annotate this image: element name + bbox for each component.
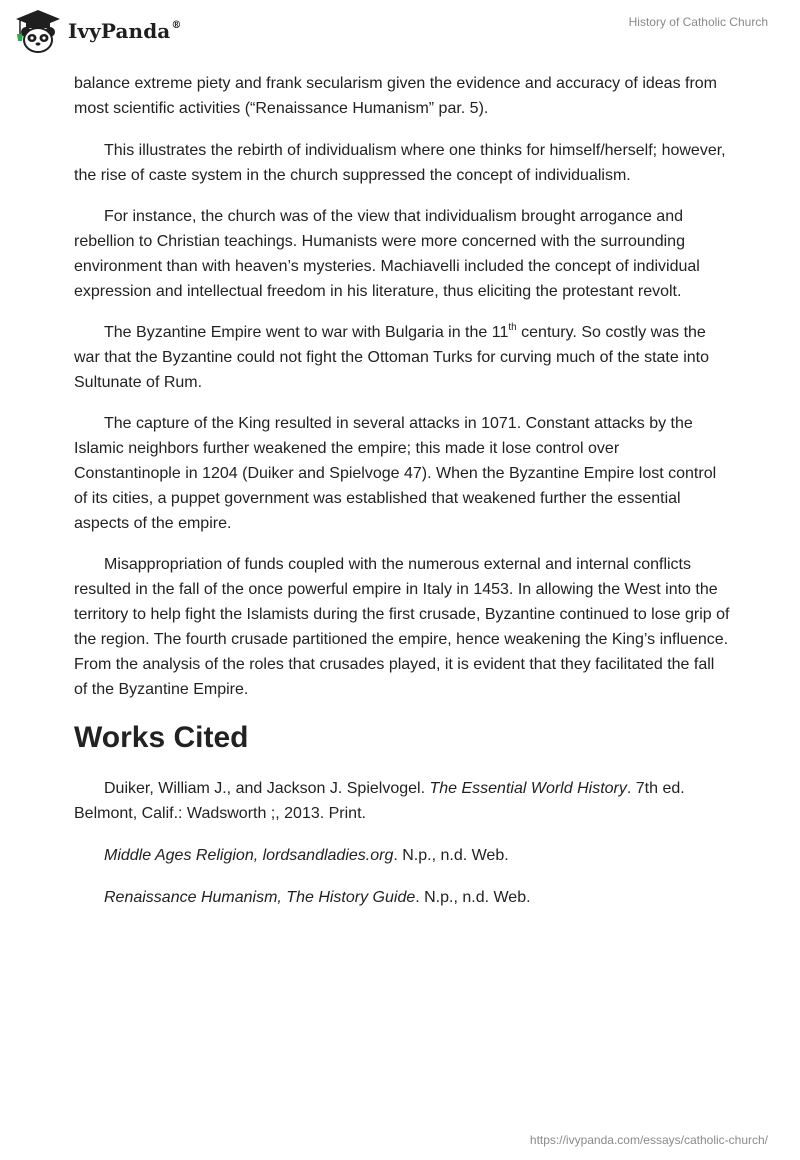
registered-mark: ® — [171, 20, 182, 31]
citation-middle-ages-details: . N.p., n.d. Web. — [393, 847, 509, 864]
works-cited-heading: Works Cited — [74, 721, 249, 754]
essay-content — [74, 71, 730, 927]
source-url[interactable]: https://ivypanda.com/essays/catholic-church/ — [529, 1133, 768, 1147]
panda-mascot-icon — [14, 8, 62, 54]
logo-text: IvyPanda — [68, 19, 171, 43]
citation-renaissance-details: . N.p., n.d. Web. — [415, 889, 531, 906]
citation-duiker — [74, 776, 730, 826]
paragraph-bulgaria-war — [74, 320, 730, 395]
paragraph-continuation: balance extreme piety and frank secularism given the evidence and accuracy of ideas from most scientific activities (“Renaissance Humanism” par. 5). — [74, 75, 718, 117]
citation-renaissance-title: Renaissance Humanism, The History Guide — [104, 889, 416, 906]
ivypanda-logo[interactable] — [14, 8, 181, 54]
paragraph-bulgaria-text-a: The Byzantine Empire went to war with Bulgaria in the 11 — [104, 324, 509, 341]
ordinal-superscript: th — [508, 322, 517, 333]
citation-duiker-title: The Essential World History — [429, 780, 627, 797]
paragraph-church-view: For instance, the church was of the view that individualism brought arrogance and rebellion to Christian teachings. Humanists were more concerned with the surrounding environment than with heaven’s mysteries. Machiavelli included the concept of individual expression and intellectual freedom in his literature, thus eliciting the protestant revolt. — [74, 208, 700, 300]
paragraph-capture-king: The capture of the King resulted in several attacks in 1071. Constant attacks by the Islamic neighbors further weakened the empire; this made it lose control over Constantinople in 1204 (Duiker and Spielvoge 47). When the Byzantine Empire lost control of its cities, a puppet government was established that weakened further the essential aspects of the empire. — [74, 415, 717, 532]
paragraph-misappropriation: Misappropriation of funds coupled with the numerous external and internal conflicts resulted in the fall of the once powerful empire in Italy in 1453. In allowing the West into the territory to help fight the Islamists during the first crusade, Byzantine continued to lose grip of the region. The fourth crusade partitioned the empire, hence weakening the King’s influence. From the analysis of the roles that crusades played, it is evident that they facilitated the fall of the Byzantine Empire. — [74, 556, 730, 698]
page-header — [0, 0, 800, 70]
document-title: History of Catholic Church — [628, 15, 768, 29]
citation-middle-ages — [74, 843, 730, 868]
paragraph-bulgaria-text-b: century. So costly was the war that the Byzantine could not fight the Ottoman Turks for curving much of the state into Sultunate of Rum. — [74, 324, 709, 391]
citation-renaissance — [74, 885, 730, 910]
paragraph-individualism: This illustrates the rebirth of individualism where one thinks for himself/herself; however, the rise of caste system in the church suppressed the concept of individualism. — [74, 142, 726, 184]
logo-wordmark — [68, 19, 181, 43]
citation-middle-ages-title: Middle Ages Religion, lordsandladies.org — [104, 847, 394, 864]
citation-duiker-details: . 7th ed. Belmont, Calif.: Wadsworth ;, 2013. Print. — [74, 780, 685, 822]
citation-duiker-authors: Duiker, William J., and Jackson J. Spielvogel. — [104, 780, 430, 797]
